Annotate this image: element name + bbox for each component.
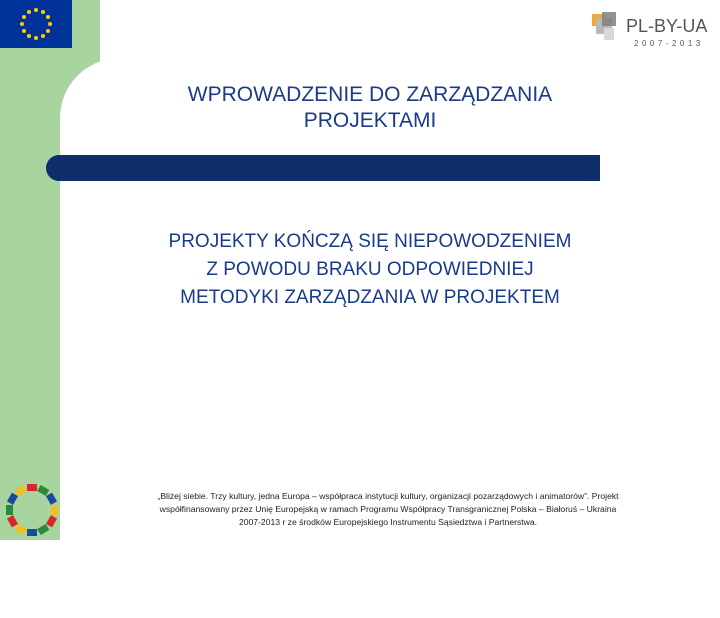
footer-note (88, 490, 688, 529)
footer-line-2: współfinansowany przez Unię Europejską w ramach Programu Współpracy Transgranicznej Polska – Białoruś – Ukraina (159, 504, 617, 514)
footer-line-3: 2007-2013 r ze środków Europejskiego Instrumentu Sąsiedztwa i Partnerstwa. (238, 517, 538, 527)
content-panel (60, 58, 720, 618)
title-divider-bar (46, 155, 600, 181)
body-line-2: Z POWODU BRAKU ODPOWIEDNIEJ (206, 259, 534, 280)
footer-line-1: „Bliżej siebie. Trzy kultury, jedna Europa – współpraca instytucji kultury, organizacji pozarządowych i animatorów”. Projekt (157, 491, 619, 501)
body-line-3: METODYKI ZARZĄDZANIA W PROJEKTEM (180, 287, 560, 308)
logo-years-text: 2007-2013 (634, 39, 704, 48)
title-line-2: PROJEKTAMI (303, 109, 437, 132)
pl-by-ua-logo (590, 8, 718, 50)
logo-name-text: PL-BY-UA (626, 16, 708, 36)
slide-title (100, 82, 640, 134)
slide-body-text (100, 228, 640, 312)
culture-circle-logo-icon (2, 480, 62, 540)
eu-flag-icon (0, 0, 72, 48)
title-line-1: WPROWADZENIE DO ZARZĄDZANIA (187, 83, 553, 106)
body-line-1: PROJEKTY KOŃCZĄ SIĘ NIEPOWODZENIEM (168, 231, 572, 252)
